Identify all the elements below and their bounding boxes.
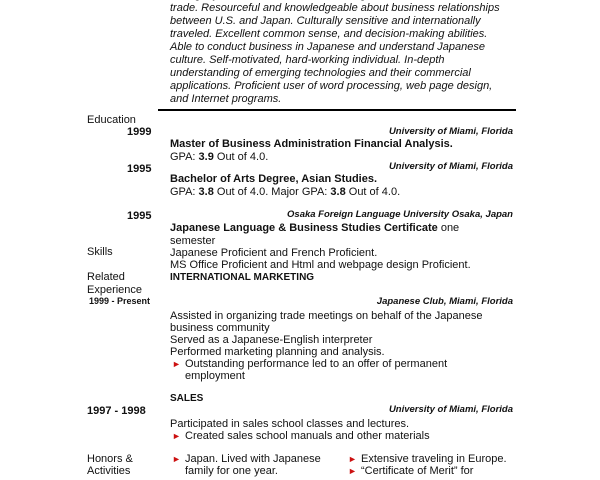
gpa-scale: Out of 4.0. bbox=[213, 151, 269, 163]
education-gpa bbox=[170, 186, 400, 198]
education-degree: Master of Business Administration Financial Analysis. bbox=[170, 138, 453, 150]
education-heading: Education bbox=[87, 114, 136, 126]
section-divider bbox=[158, 109, 516, 111]
education-degree: Bachelor of Arts Degree, Asian Studies. bbox=[170, 173, 378, 185]
experience-role: SALES bbox=[170, 393, 204, 404]
objective-line: Able to conduct business in Japanese and understand Japanese bbox=[170, 41, 485, 53]
bullet-text: Outstanding performance led to an offer of permanent bbox=[185, 358, 448, 370]
gpa-value: 3.9 bbox=[198, 151, 214, 163]
red-triangle-bullet-icon: ► bbox=[172, 431, 181, 441]
skill-item: Japanese Proficient and French Proficient. bbox=[170, 247, 378, 259]
experience-period: 1997 - 1998 bbox=[87, 405, 146, 417]
experience-bullet-cont: employment bbox=[185, 370, 245, 382]
experience-heading-cont: Experience bbox=[87, 284, 143, 296]
experience-duty: business community bbox=[170, 322, 270, 334]
gpa-label: GPA: bbox=[170, 186, 199, 198]
objective-paragraph bbox=[170, 0, 520, 106]
experience-heading: Related bbox=[87, 271, 125, 283]
experience-role: INTERNATIONAL MARKETING bbox=[170, 272, 315, 283]
major-gpa-scale: Out of 4.0. bbox=[345, 186, 401, 198]
major-gpa-value: 3.8 bbox=[330, 186, 346, 198]
objective-line: and Internet programs. bbox=[170, 93, 282, 105]
honor-item bbox=[172, 453, 321, 465]
experience-duty: Participated in sales school classes and lectures. bbox=[170, 418, 410, 430]
education-institution: University of Miami, Florida bbox=[388, 161, 513, 172]
honor-item bbox=[348, 465, 473, 477]
education-year: 1995 bbox=[127, 210, 152, 222]
education-gpa bbox=[170, 151, 268, 163]
objective-line: applications. Proficient user of word processing, web page design, bbox=[170, 80, 493, 92]
bullet-text: Created sales school manuals and other materials bbox=[185, 430, 430, 442]
red-triangle-bullet-icon: ► bbox=[172, 454, 181, 464]
objective-line: between U.S. and Japan. Culturally sensitive and internationally bbox=[170, 15, 481, 27]
experience-bullet bbox=[172, 358, 447, 370]
honor-text: “Certificate of Merit” for bbox=[361, 465, 474, 477]
gpa-value: 3.8 bbox=[198, 186, 214, 198]
skill-item: MS Office Proficient and Html and webpage design Proficient. bbox=[170, 259, 471, 271]
education-year: 1995 bbox=[127, 163, 152, 175]
objective-line: trade. Resourceful and knowledgeable about business relationships bbox=[170, 2, 500, 14]
objective-line: culture. Self-motivated, hard-working individual. In-depth bbox=[170, 54, 445, 66]
experience-duty: Assisted in organizing trade meetings on behalf of the Japanese bbox=[170, 310, 483, 322]
education-certificate bbox=[170, 222, 459, 234]
skills-heading: Skills bbox=[87, 246, 113, 258]
experience-duty: Served as a Japanese-English interpreter bbox=[170, 334, 373, 346]
experience-duty: Performed marketing planning and analysis. bbox=[170, 346, 385, 358]
gpa-label: GPA: bbox=[170, 151, 199, 163]
experience-organization: Japanese Club, Miami, Florida bbox=[376, 296, 513, 307]
honors-heading-cont: Activities bbox=[87, 465, 131, 477]
red-triangle-bullet-icon: ► bbox=[348, 454, 357, 464]
certificate-title: Japanese Language & Business Studies Certificate bbox=[170, 222, 438, 234]
honor-item bbox=[348, 453, 507, 465]
red-triangle-bullet-icon: ► bbox=[172, 359, 181, 369]
red-triangle-bullet-icon: ► bbox=[348, 466, 357, 476]
certificate-duration-cont: semester bbox=[170, 235, 216, 247]
experience-period: 1999 - Present bbox=[89, 296, 151, 306]
honors-heading: Honors & bbox=[87, 453, 133, 465]
honor-text: Japan. Lived with Japanese bbox=[185, 453, 321, 465]
experience-bullet bbox=[172, 430, 430, 442]
experience-organization: University of Miami, Florida bbox=[388, 404, 513, 415]
education-institution: Osaka Foreign Language University Osaka, Japan bbox=[287, 209, 513, 220]
gpa-scale: Out of 4.0. Major GPA: bbox=[213, 186, 331, 198]
honor-item-cont: family for one year. bbox=[185, 465, 278, 477]
objective-line: understanding of emerging technologies and their commercial bbox=[170, 67, 471, 79]
certificate-duration: one bbox=[437, 222, 460, 234]
education-year: 1999 bbox=[127, 126, 152, 138]
education-institution: University of Miami, Florida bbox=[388, 126, 513, 137]
objective-line: traveled. Excellent common sense, and decision-making abilities. bbox=[170, 28, 488, 40]
honor-text: Extensive traveling in Europe. bbox=[361, 453, 507, 465]
